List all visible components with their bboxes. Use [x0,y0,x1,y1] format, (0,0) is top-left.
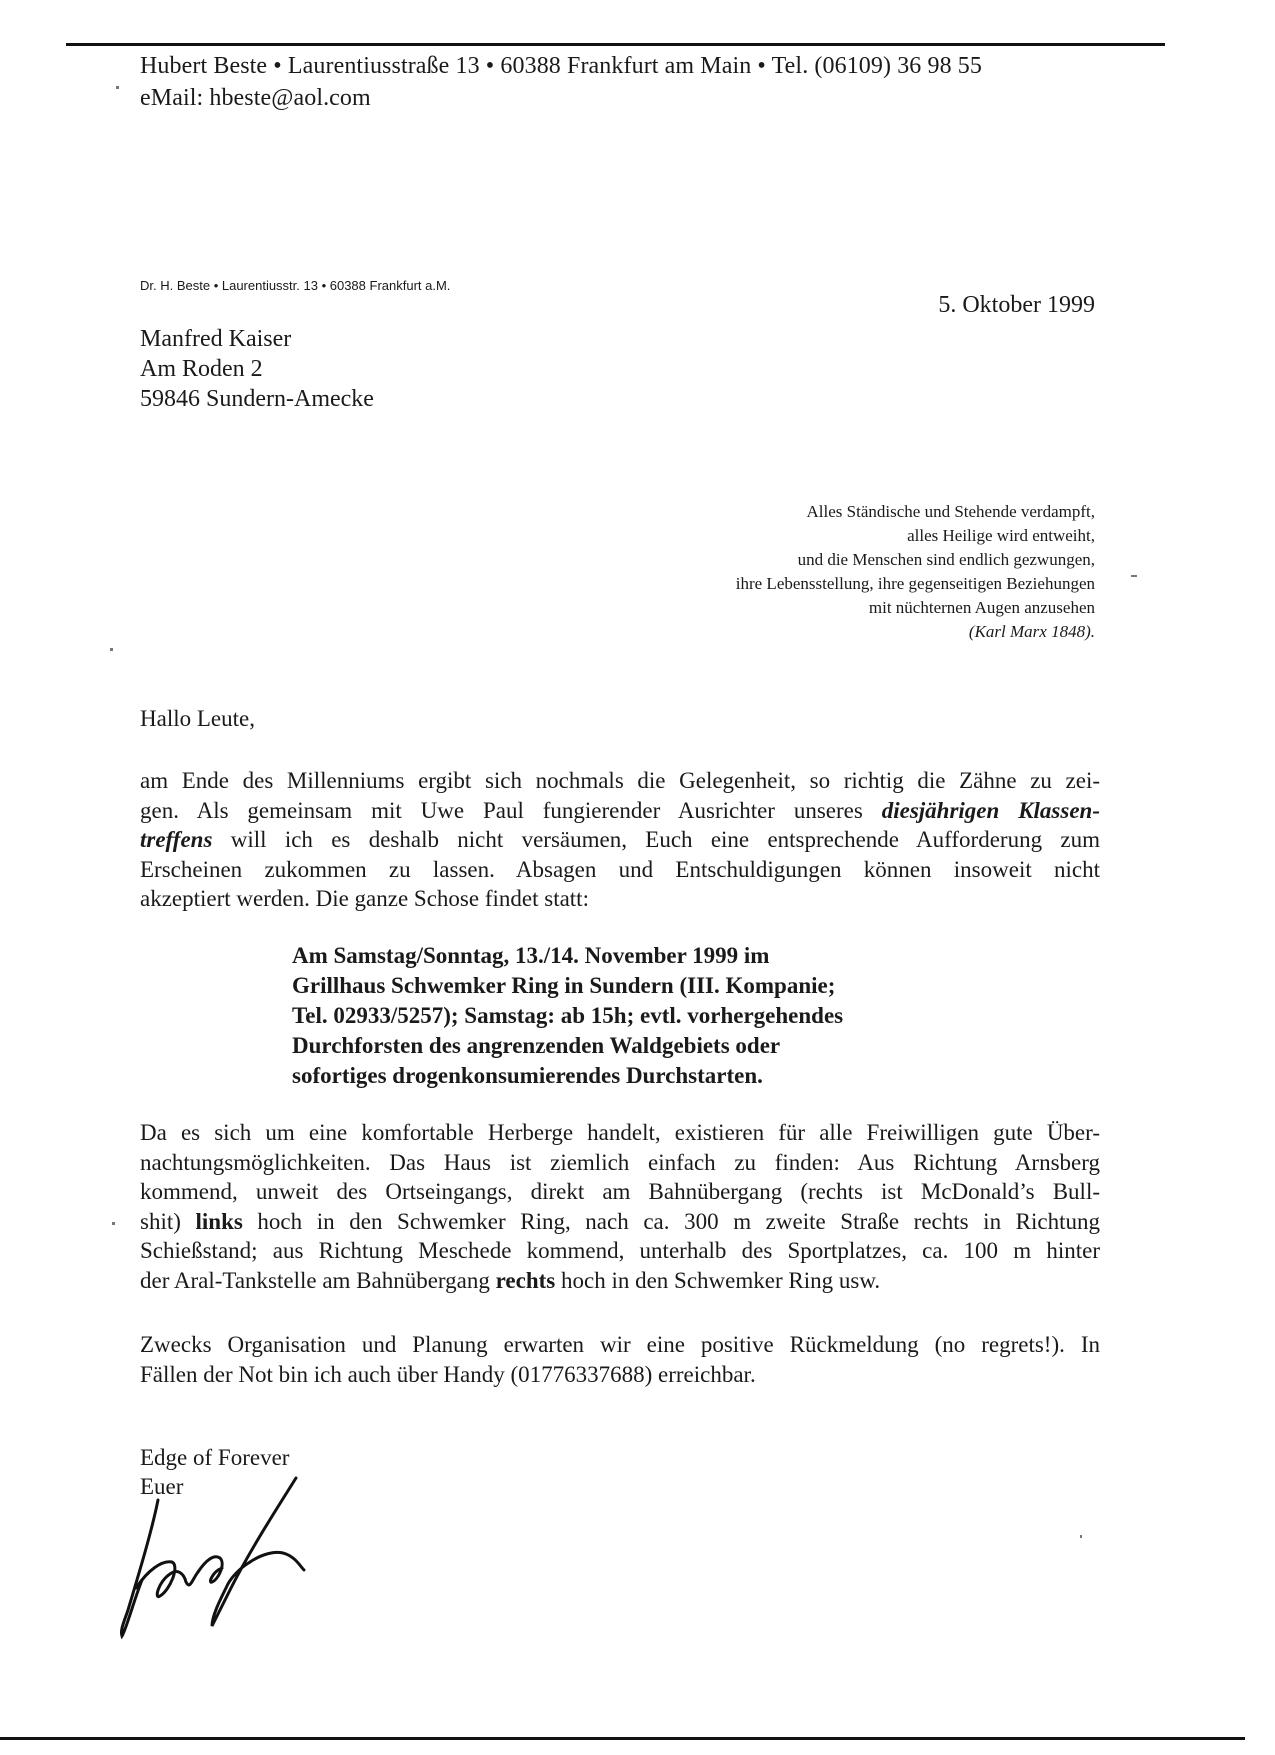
bottom-rule [0,1737,1245,1740]
scan-speck [112,1222,115,1225]
paragraph-line: nachtungsmöglichkeiten. Das Haus ist ziemlich einfach zu finden: Aus Richtung Arnsberg [140,1149,1100,1175]
scan-speck [1080,1535,1082,1538]
paragraph-line: Fällen der Not bin ich auch über Handy (01776337688) erreichbar. [140,1361,756,1387]
recipient-name: Manfred Kaiser [140,326,292,352]
closing-line: Euer [140,1474,184,1499]
bold-text: rechts [495,1267,556,1293]
event-line: Tel. 02933/5257); Samstag: ab 15h; evtl. vorhergehendes [292,1003,844,1028]
scan-speck [1131,575,1137,577]
bold-text: links [195,1208,243,1234]
quote-line: Alles Ständische und Stehende verdampft, [806,502,1095,521]
handwritten-signature [100,1450,340,1640]
paragraph-line: Zwecks Organisation und Planung erwarten wir eine positive Rückmeldung (no regrets!). In [140,1332,1100,1357]
event-line: Durchforsten des angrenzenden Waldgebiets oder [292,1033,781,1058]
salutation: Hallo Leute, [140,706,255,731]
scan-speck [116,86,119,89]
scan-speck [110,648,113,651]
event-line: Grillhaus Schwemker Ring in Sundern (III. Kompanie; [292,973,836,998]
recipient-city: 59846 Sundern-Amecke [140,386,374,412]
epigraph-quote [535,500,1095,644]
paragraph-line: treffens will ich es deshalb nicht versäumen, Euch eine entsprechende Aufforderung zum [140,827,1100,852]
paragraph-line: der Aral-Tankstelle am Bahnübergang rechts hoch in den Schwemker Ring usw. [140,1267,881,1293]
quote-line: und die Menschen sind endlich gezwungen, [797,550,1095,569]
paragraph-line: Da es sich um eine komfortable Herberge handelt, existieren für alle Freiwilligen gute Über- [140,1120,1100,1145]
rsvp-paragraph [140,1330,1100,1389]
quote-line: alles Heilige wird entweiht, [907,526,1095,545]
recipient-street: Am Roden 2 [140,356,263,382]
event-details [292,941,912,1091]
paragraph-line: akzeptiert werden. Die ganze Schose findet statt: [140,886,589,911]
quote-author: (Karl Marx 1848). [968,622,1095,641]
directions-paragraph [140,1118,1100,1295]
emphasis-text: diesjährigen Klassen- [881,797,1100,823]
paragraph-line: Schießstand; aus Richtung Meschede kommend, unterhalb des Sportplatzes, ca. 100 m hinter [140,1238,1100,1263]
recipient-address [140,324,374,414]
letterhead-address: Hubert Beste • Laurentiusstraße 13 • 60388 Frankfurt am Main • Tel. (06109) 36 98 55 [140,53,982,79]
paragraph-line: gen. Als gemeinsam mit Uwe Paul fungierender Ausrichter unseres diesjährigen Klassen- [140,797,1100,823]
intro-paragraph [140,766,1100,914]
event-line: Am Samstag/Sonntag, 13./14. November 1999 im [292,943,770,968]
return-address-line: Dr. H. Beste • Laurentiusstr. 13 • 60388 Frankfurt a.M. [140,278,451,293]
paragraph-line: Erscheinen zukommen zu lassen. Absagen und Entschuldigungen können insoweit nicht [140,856,1100,882]
event-line: sofortiges drogenkonsumierendes Durchstarten. [292,1063,763,1088]
letterhead-email: eMail: hbeste@aol.com [140,85,371,111]
quote-line: mit nüchternen Augen anzusehen [868,598,1095,617]
quote-line: ihre Lebensstellung, ihre gegenseitigen Beziehungen [735,574,1095,593]
letterhead [140,50,982,114]
paragraph-line: shit) links hoch in den Schwemker Ring, nach ca. 300 m zweite Straße rechts in Richtung [140,1208,1101,1234]
top-rule [66,43,1165,46]
paragraph-line: am Ende des Millenniums ergibt sich nochmals die Gelegenheit, so richtig die Zähne zu zei- [140,768,1100,793]
letter-date: 5. Oktober 1999 [938,292,1095,318]
emphasis-text: treffens [140,827,213,852]
paragraph-line: kommend, unweit des Ortseingangs, direkt am Bahnübergang (rechts ist McDonald’s Bull- [140,1179,1100,1204]
closing-line: Edge of Forever [140,1445,290,1470]
